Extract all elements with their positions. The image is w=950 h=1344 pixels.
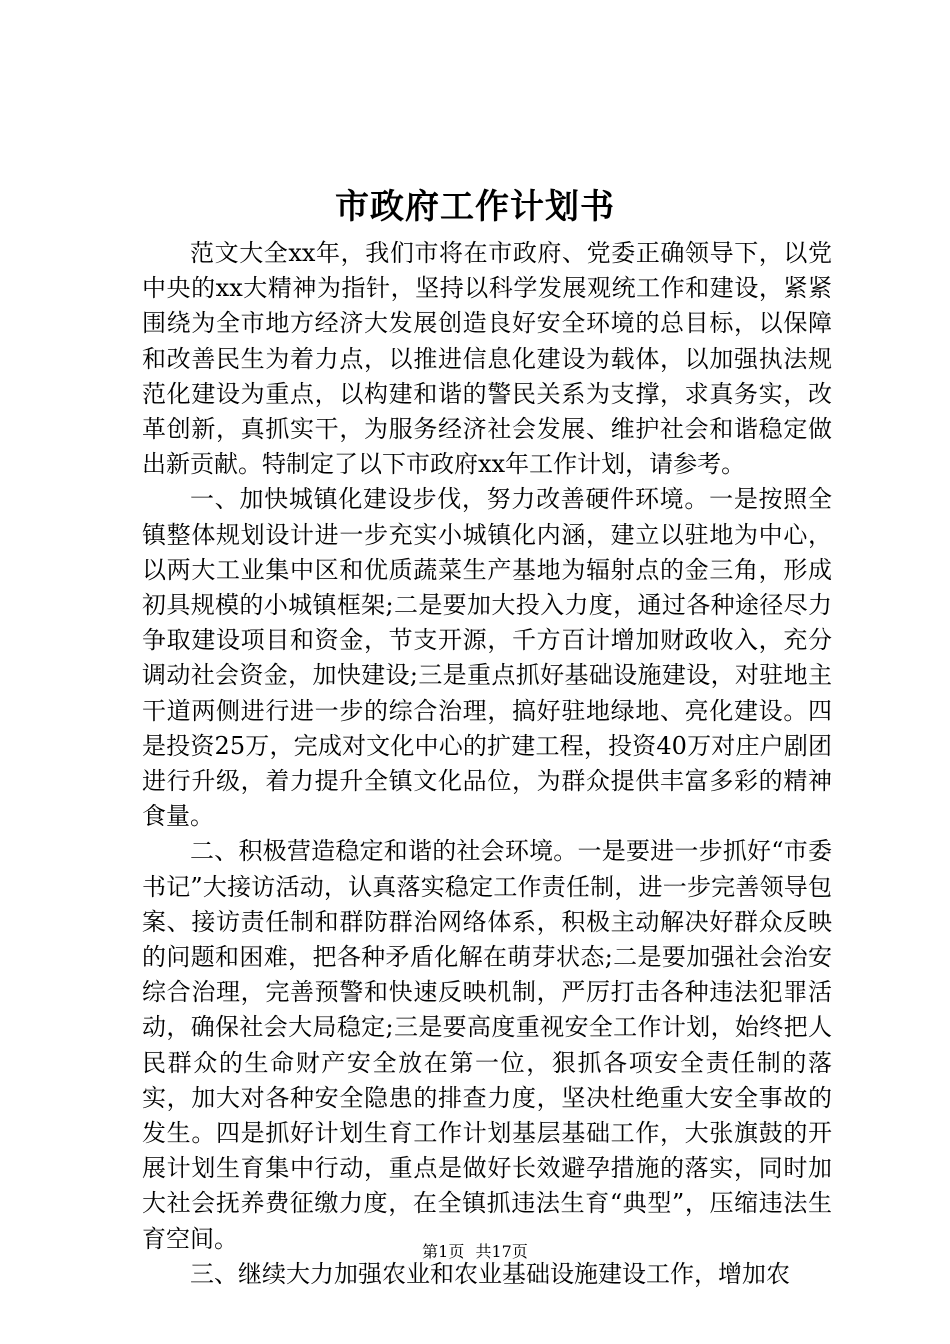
page-footer [0,1241,950,1263]
document-body [142,236,832,1292]
page-total: 共17页 [475,1242,528,1261]
page-number: 第1页 [422,1242,465,1261]
paragraph-section-3: 三、继续大力加强农业和农业基础设施建设工作，增加农 [190,1259,790,1288]
paragraph-intro: 范文大全xx年，我们市将在市政府、党委正确领导下，以党中央的xx大精神为指针，坚持以科学发展观统工作和建设，紧紧围绕为全市地方经济大发展创造良好安全环境的总目标，以保障和改善民生为着力点，以推进信息化建设为载体，以加强执法规范化建设为重点，以构建和谐的警民关系为支撑，求真务实，改革创新，真抓实干，为服务经济社会发展、维护社会和谐稳定做出新贡献。特制定了以下市政府xx年工作计划，请参考。 [142,239,832,479]
document-title: 市政府工作计划书 [335,187,615,227]
paragraph-section-1: 一、加快城镇化建设步伐，努力改善硬件环境。一是按照全镇整体规划设计进一步充实小城镇化内涵，建立以驻地为中心，以两大工业集中区和优质蔬菜生产基地为辐射点的金三角，形成初具规模的小城镇框架;二是要加大投入力度，通过各种途径尽力争取建设项目和资金，节支开源，千方百计增加财政收入，充分调动社会资金，加快建设;三是重点抓好基础设施建设，对驻地主干道两侧进行进一步的综合治理，搞好驻地绿地、亮化建设。四是投资25万，完成对文化中心的扩建工程，投资40万对庄户剧团进行升级，着力提升全镇文化品位，为群众提供丰富多彩的精神食量。 [142,485,832,831]
paragraph-section-2: 二、积极营造稳定和谐的社会环境。一是要进一步抓好“市委书记”大接访活动，认真落实稳定工作责任制，进一步完善领导包案、接访责任制和群防群治网络体系，积极主动解决好群众反映的问题和困难，把各种矛盾化解在萌芽状态;二是要加强社会治安综合治理，完善预警和快速反映机制，严厉打击各种违法犯罪活动，确保社会大局稳定;三是要高度重视安全工作计划，始终把人民群众的生命财产安全放在第一位，狠抓各项安全责任制的落实，加大对各种安全隐患的排查力度，坚决杜绝重大安全事故的发生。四是抓好计划生育工作计划基层基础工作，大张旗鼓的开展计划生育集中行动，重点是做好长效避孕措施的落实，同时加大社会抚养费征缴力度，在全镇抓违法生育“典型”，压缩违法生育空间。 [142,837,832,1253]
